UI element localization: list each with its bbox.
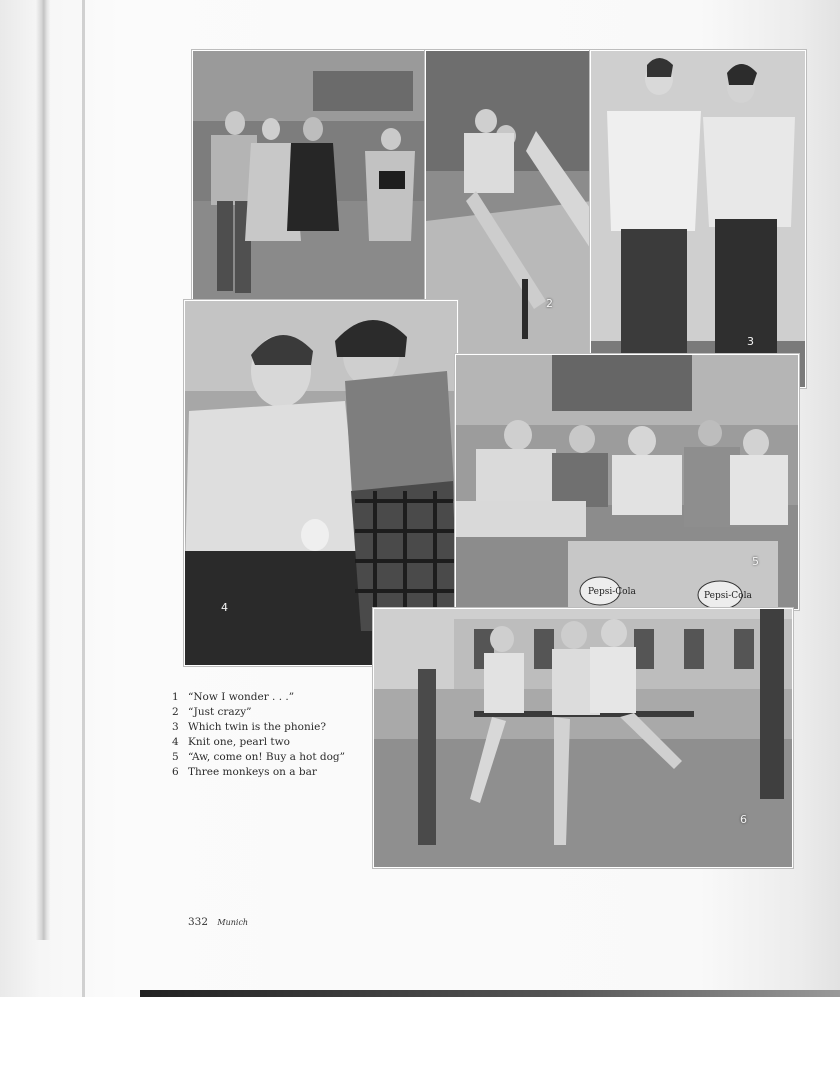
photo-label-6: 6 [740,813,747,826]
caption-item [172,705,362,720]
photo-three-monkeys [373,608,793,868]
photo-label-2: 2 [546,297,553,310]
caption-text: Which twin is the phonie? [188,721,326,733]
caption-number: 2 [172,706,179,718]
page-edge [82,0,85,997]
page-number: 332 [188,916,209,928]
book-binding-shadow [36,0,50,940]
photo-label-5: 5 [752,555,759,568]
caption-number: 3 [172,721,179,733]
caption-text: Knit one, pearl two [188,736,290,748]
caption-number: 4 [172,736,179,748]
pepsi-logo-right: Pepsi-Cola [704,591,752,601]
caption-text: Three monkeys on a bar [188,766,317,778]
caption-number: 5 [172,751,179,763]
caption-item [172,720,362,735]
pepsi-logo-left: Pepsi-Cola [588,587,636,597]
caption-text: “Now I wonder . . .” [188,691,295,703]
photo-hot-dog-stand [455,354,799,610]
caption-text: “Aw, come on! Buy a hot dog” [188,751,346,763]
caption-number: 6 [172,766,179,778]
section-name: Munich [217,918,249,927]
photo-label-3: 3 [747,335,754,348]
photo-twins [590,50,806,388]
photo-label-4: 4 [221,601,228,614]
page-bottom-shadow [140,990,840,997]
photo-group-standing [192,50,428,300]
page-footer [188,916,248,928]
caption-item [172,750,362,765]
caption-text: “Just crazy” [188,706,252,718]
caption-list [172,690,362,780]
caption-item [172,735,362,750]
caption-item [172,765,362,780]
caption-item [172,690,362,705]
caption-number: 1 [172,691,179,703]
